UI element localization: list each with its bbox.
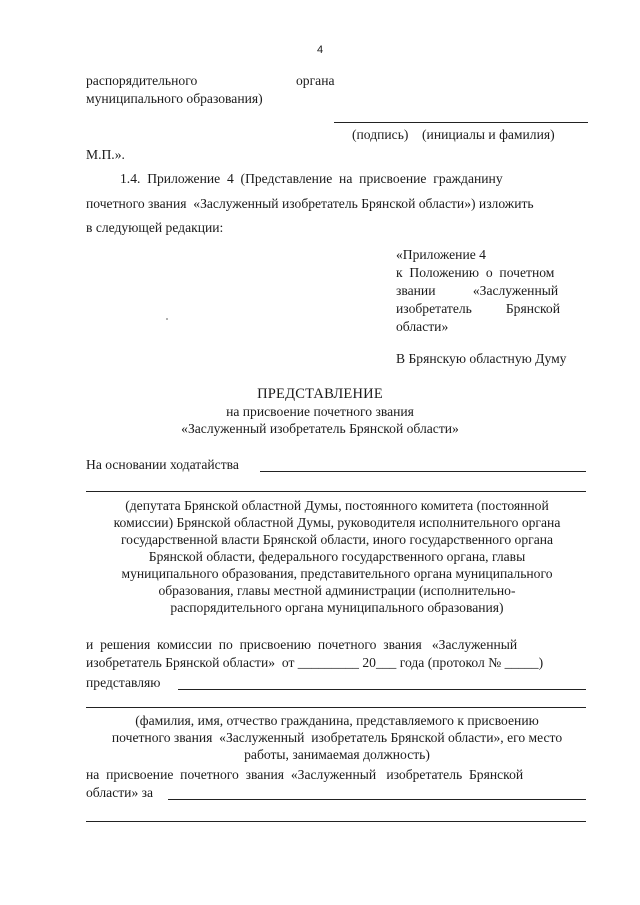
nominee-fill-line bbox=[178, 689, 586, 690]
nominee-caption-1: (фамилия, имя, отчество гражданина, представляемого к присвоению bbox=[135, 713, 539, 728]
document-subtitle-2: «Заслуженный изобретатель Брянской области» bbox=[181, 421, 459, 436]
petition-caption-7: распорядительного органа муниципального образования) bbox=[170, 600, 504, 615]
signature-line bbox=[334, 122, 588, 123]
top-line2: муниципального образования) bbox=[86, 91, 263, 106]
petition-caption-5: муниципального образования, представительного органа муниципального bbox=[121, 566, 553, 581]
addressee: В Брянскую областную Думу bbox=[396, 351, 567, 366]
top-line1-right: органа bbox=[296, 73, 335, 88]
stamp-label: М.П.». bbox=[86, 147, 125, 162]
document-title: ПРЕДСТАВЛЕНИЕ bbox=[257, 386, 383, 402]
petition-caption-1: (депутата Брянской областной Думы, постоянного комитета (постоянной bbox=[125, 498, 549, 513]
top-line1-left: распорядительного bbox=[86, 73, 198, 88]
petition-caption-3: государственной власти Брянской области, иного государственного органа bbox=[120, 532, 554, 547]
nominee-caption-2: почетного звания «Заслуженный изобретатель Брянской области», его место bbox=[111, 730, 563, 745]
petition-caption-2: комиссии) Брянской областной Думы, руководителя исполнительного органа bbox=[113, 515, 561, 530]
annex-line4: изобретатель Брянской bbox=[396, 301, 560, 316]
scan-speck bbox=[166, 318, 168, 320]
annex-line5: области» bbox=[396, 319, 449, 334]
decision-line1: и решения комиссии по присвоению почетного звания «Заслуженный bbox=[86, 637, 518, 652]
award-line2-label: области» за bbox=[86, 785, 154, 800]
petition-caption-6: образования, главы местной администрации (исполнительно- bbox=[158, 583, 516, 598]
item-line2: почетного звания «Заслуженный изобретатель Брянской области») изложить bbox=[86, 196, 534, 211]
petition-fill-line bbox=[260, 471, 586, 472]
item-line3: в следующей редакции: bbox=[86, 220, 224, 235]
signature-caption: (подпись) (инициалы и фамилия) bbox=[352, 127, 555, 142]
document-subtitle-1: на присвоение почетного звания bbox=[226, 404, 414, 419]
page-number: 4 bbox=[316, 44, 324, 56]
award-line1: на присвоение почетного звания «Заслуженный изобретатель Брянской bbox=[86, 767, 524, 782]
nominee-fill-line-2 bbox=[86, 707, 586, 708]
award-fill-line-2 bbox=[86, 821, 586, 822]
annex-line3: звании «Заслуженный bbox=[396, 283, 559, 298]
petition-caption-4: Брянской области, федерального государственного органа, главы bbox=[148, 549, 526, 564]
decision-line3-label: представляю bbox=[86, 675, 161, 690]
nominee-caption-3: работы, занимаемая должность) bbox=[244, 747, 430, 762]
petition-label: На основании ходатайства bbox=[86, 457, 239, 472]
item-line1: 1.4. Приложение 4 (Представление на присвоение гражданину bbox=[120, 171, 503, 186]
award-fill-line bbox=[168, 799, 586, 800]
annex-line2: к Положению о почетном bbox=[396, 265, 555, 280]
petition-fill-line-2 bbox=[86, 491, 586, 492]
decision-line2: изобретатель Брянской области» от _________ 20___ года (протокол № _____) bbox=[86, 655, 544, 670]
annex-line1: «Приложение 4 bbox=[396, 247, 486, 262]
